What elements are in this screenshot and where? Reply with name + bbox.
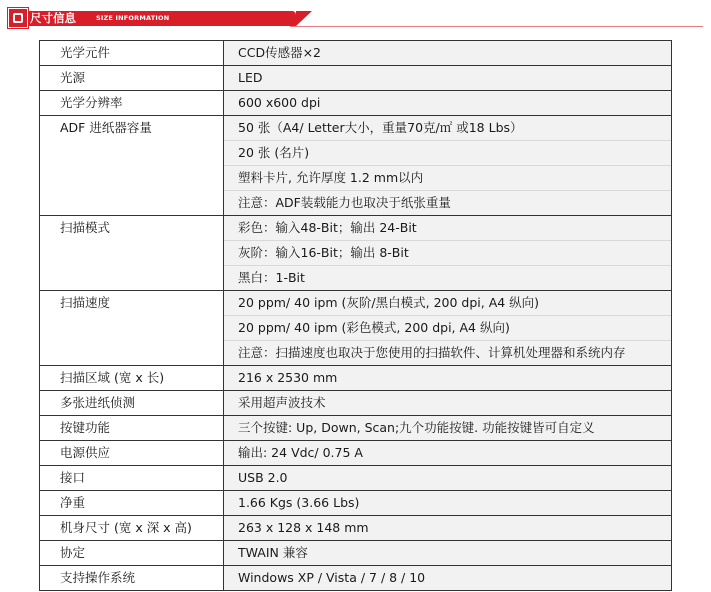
spec-row <box>40 216 672 291</box>
spec-value: 注意：扫描速度也取决于您使用的扫描软件、计算机处理器和系统内存 <box>224 340 671 365</box>
spec-label: 光学元件 <box>60 45 111 60</box>
spec-label-cell <box>40 91 224 116</box>
spec-value: 三个按键: Up, Down, Scan;九个功能按键. 功能按键皆可自定义 <box>238 420 595 435</box>
spec-row <box>40 391 672 416</box>
spec-row <box>40 516 672 541</box>
page-subtitle: SIZE INFORMATION <box>96 14 170 22</box>
spec-value: 600 x600 dpi <box>238 95 321 110</box>
spec-label: 接口 <box>60 470 86 485</box>
spec-label: 光学分辨率 <box>60 95 123 110</box>
spec-label-cell <box>40 516 224 541</box>
spec-value: 灰阶：输入16-Bit；输出 8-Bit <box>224 240 671 265</box>
spec-value-cell <box>224 441 672 466</box>
spec-row <box>40 66 672 91</box>
spec-label-cell <box>40 366 224 391</box>
spec-row <box>40 291 672 366</box>
spec-value-cell <box>224 291 672 366</box>
spec-value: 20 ppm/ 40 ipm (彩色模式, 200 dpi, A4 纵向) <box>224 315 671 340</box>
spec-label-cell <box>40 466 224 491</box>
spec-row <box>40 541 672 566</box>
spec-label: 光源 <box>60 70 86 85</box>
spec-value-cell <box>224 366 672 391</box>
spec-value: 注意：ADF装载能力也取决于纸张重量 <box>224 190 671 215</box>
spec-label-cell <box>40 416 224 441</box>
header-divider <box>290 26 703 27</box>
spec-row <box>40 41 672 66</box>
spec-row <box>40 466 672 491</box>
spec-label-cell <box>40 216 224 291</box>
spec-label-cell <box>40 41 224 66</box>
spec-value-cell <box>224 91 672 116</box>
spec-label: 扫描模式 <box>60 220 111 235</box>
spec-value: 彩色：输入48-Bit；输出 24-Bit <box>238 220 417 235</box>
spec-row <box>40 91 672 116</box>
spec-value: 20 张 (名片) <box>224 140 671 165</box>
spec-value: LED <box>238 70 263 85</box>
spec-label-cell <box>40 491 224 516</box>
spec-label-cell <box>40 116 224 216</box>
spec-value-cell <box>224 416 672 441</box>
spec-value-cell <box>224 41 672 66</box>
spec-label: 按键功能 <box>60 420 111 435</box>
spec-value-cell <box>224 216 672 291</box>
spec-label: 支持操作系统 <box>60 570 136 585</box>
spec-label: 净重 <box>60 495 86 510</box>
spec-value: Windows XP / Vista / 7 / 8 / 10 <box>238 570 426 585</box>
spec-value: 20 ppm/ 40 ipm (灰阶/黑白模式, 200 dpi, A4 纵向) <box>238 295 540 310</box>
spec-value-cell <box>224 116 672 216</box>
spec-label-cell <box>40 541 224 566</box>
spec-value: 50 张（A4/ Letter大小，重量70克/㎡ 或18 Lbs） <box>238 120 523 135</box>
spec-value: 输出: 24 Vdc/ 0.75 A <box>238 445 363 460</box>
spec-label-cell <box>40 566 224 591</box>
spec-value-cell <box>224 391 672 416</box>
spec-label: 机身尺寸 (宽 x 深 x 高) <box>60 520 192 535</box>
spec-row <box>40 416 672 441</box>
page-title: 尺寸信息 <box>30 11 76 25</box>
spec-label-cell <box>40 66 224 91</box>
spec-value-cell <box>224 66 672 91</box>
spec-value-cell <box>224 466 672 491</box>
spec-label: 多张进纸侦测 <box>60 395 136 410</box>
spec-value: 263 x 128 x 148 mm <box>238 520 369 535</box>
spec-row <box>40 366 672 391</box>
spec-label: ADF 进纸器容量 <box>60 120 152 135</box>
spec-label: 扫描速度 <box>60 295 111 310</box>
spec-table <box>39 40 672 591</box>
spec-value: TWAIN 兼容 <box>238 545 308 560</box>
spec-label-cell <box>40 441 224 466</box>
spec-value-cell <box>224 491 672 516</box>
spec-label-cell <box>40 391 224 416</box>
spec-label-cell <box>40 291 224 366</box>
spec-value: 1.66 Kgs (3.66 Lbs) <box>238 495 360 510</box>
spec-label: 扫描区域 (宽 x 长) <box>60 370 165 385</box>
spec-value: CCD传感器×2 <box>238 45 322 60</box>
spec-value: 黑白：1-Bit <box>224 265 671 290</box>
spec-row <box>40 441 672 466</box>
spec-value-cell <box>224 516 672 541</box>
spec-label: 电源供应 <box>60 445 111 460</box>
scanner-logo-icon <box>8 8 28 28</box>
spec-value: 216 x 2530 mm <box>238 370 338 385</box>
spec-value-cell <box>224 566 672 591</box>
spec-value: 塑料卡片, 允许厚度 1.2 mm以内 <box>224 165 671 190</box>
spec-row <box>40 566 672 591</box>
spec-value-cell <box>224 541 672 566</box>
spec-value: 采用超声波技术 <box>238 395 326 410</box>
spec-row <box>40 491 672 516</box>
spec-value: USB 2.0 <box>238 470 288 485</box>
spec-row <box>40 116 672 216</box>
spec-label: 协定 <box>60 545 86 560</box>
